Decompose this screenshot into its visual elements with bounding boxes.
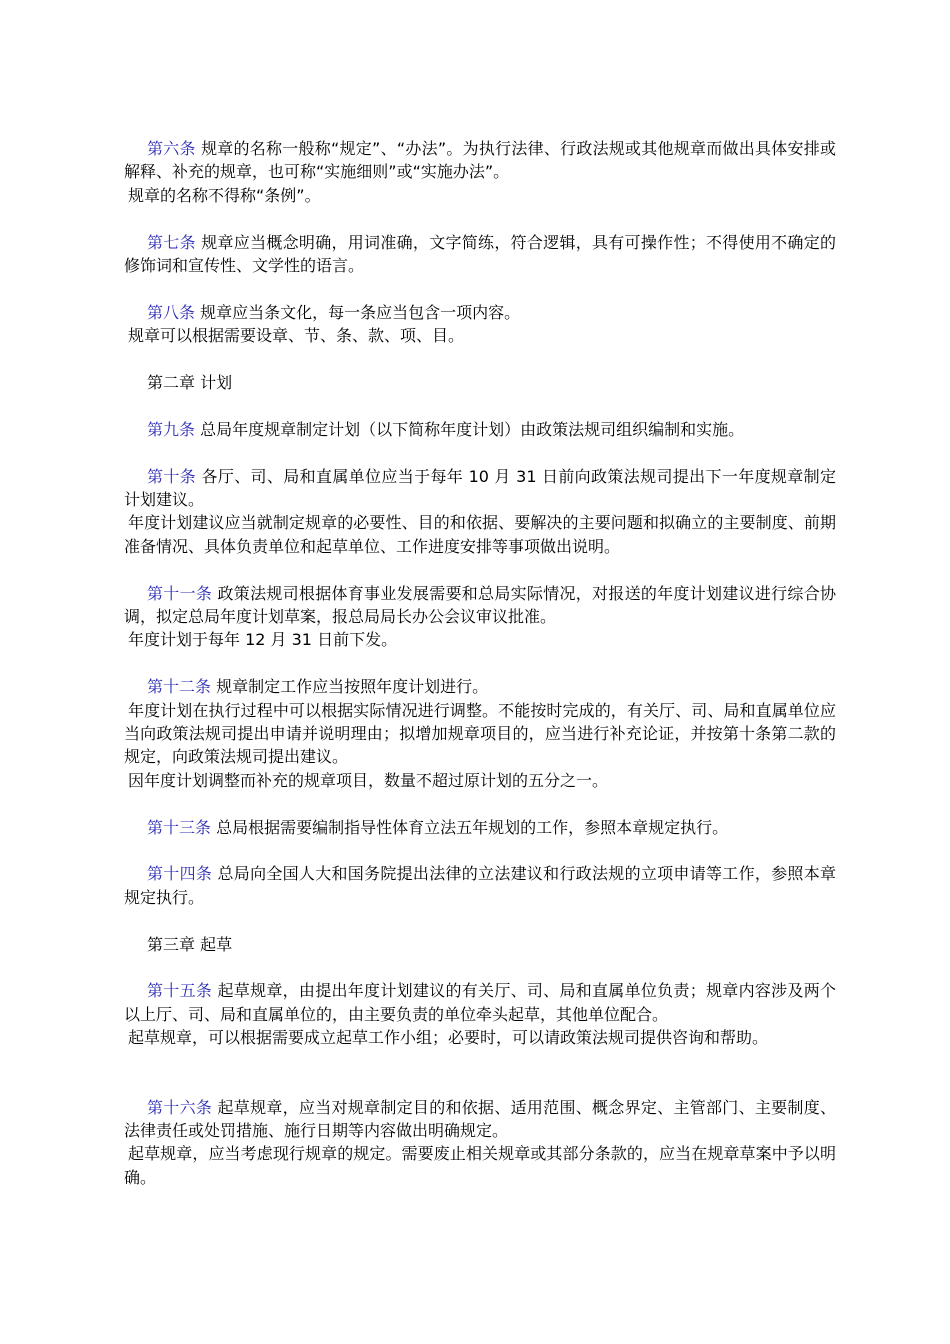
article-15 xyxy=(124,979,836,1049)
article-body xyxy=(124,582,836,629)
article-9 xyxy=(124,418,836,441)
article-body xyxy=(124,862,836,909)
article-paragraph: 年度计划建议应当就制定规章的必要性、目的和依据、要解决的主要问题和拟确立的主要制度、前期准备情况、具体负责单位和起草单位、工作进度安排等事项做出说明。 xyxy=(124,513,836,556)
article-body xyxy=(124,1096,836,1143)
article-body xyxy=(124,816,836,839)
article-paragraph: 年度计划于每年 12 月 31 日前下发。 xyxy=(128,630,398,650)
chapter-2-title: 第二章 计划 xyxy=(147,373,233,393)
article-text: 政策法规司根据体育事业发展需要和总局实际情况，对报送的年度计划建议进行综合协调，拟定总局年度计划草案，报总局局长办公会议审议批准。 xyxy=(124,583,836,627)
article-text: 总局年度规章制定计划（以下简称年度计划）由政策法规司组织编制和实施。 xyxy=(195,419,745,439)
chapter-3-title: 第三章 起草 xyxy=(147,934,233,954)
article-14 xyxy=(124,862,836,909)
article-number: 第十五条 xyxy=(147,981,213,1001)
article-number: 第十一条 xyxy=(147,583,213,603)
article-body xyxy=(124,418,836,441)
article-number: 第十四条 xyxy=(147,864,213,884)
document-page xyxy=(124,137,836,1213)
article-paragraph: 规章可以根据需要设章、节、条、款、项、目。 xyxy=(128,326,465,346)
article-paragraph: 年度计划在执行过程中可以根据实际情况进行调整。不能按时完成的，有关厅、司、局和直属单位应当向政策法规司提出申请并说明理由；拟增加规章项目的，应当进行补充论证，并按第十条第二款的规定，向政策法规司提出建议。 xyxy=(124,700,836,767)
article-number: 第十三条 xyxy=(147,817,212,837)
article-text: 总局根据需要编制指导性体育立法五年规划的工作，参照本章规定执行。 xyxy=(211,817,729,837)
article-text: 总局向全国人大和国务院提出法律的立法建议和行政法规的立项申请等工作，参照本章规定执行。 xyxy=(124,864,836,907)
article-12 xyxy=(124,675,836,792)
article-text: 各厅、司、局和直属单位应当于每年 10 月 31 日前向政策法规司提出下一年度规章制定计划建议。 xyxy=(124,466,836,510)
article-paragraph: 起草规章，应当考虑现行规章的规定。需要废止相关规章或其部分条款的，应当在规章草案中予以明确。 xyxy=(124,1144,836,1187)
article-number: 第六条 xyxy=(147,139,196,158)
article-6 xyxy=(124,137,836,207)
article-11 xyxy=(124,582,836,652)
article-body xyxy=(124,979,836,1026)
article-number: 第九条 xyxy=(147,419,196,439)
article-paragraph: 起草规章，可以根据需要成立起草工作小组；必要时，可以请政策法规司提供咨询和帮助。 xyxy=(128,1028,769,1048)
article-7 xyxy=(124,231,836,278)
article-text: 规章应当概念明确，用词准确，文字简练，符合逻辑，具有可操作性；不得使用不确定的修饰词和宣传性、文学性的语言。 xyxy=(124,232,836,276)
article-number: 第八条 xyxy=(147,302,196,322)
article-text: 规章制定工作应当按照年度计划进行。 xyxy=(211,677,489,697)
article-body xyxy=(124,137,836,184)
article-body xyxy=(124,465,836,512)
article-8 xyxy=(124,301,836,348)
article-16 xyxy=(124,1096,836,1190)
article-body xyxy=(124,675,836,698)
article-body xyxy=(124,231,836,278)
article-text: 规章应当条文化，每一条应当包含一项内容。 xyxy=(195,302,521,322)
article-text: 规章的名称一般称“规定”、“办法”。为执行法律、行政法规或其他规章而做出具体安排或解释、补充的规章，也可称“实施细则”或“实施办法”。 xyxy=(124,139,836,182)
article-number: 第七条 xyxy=(147,232,196,252)
article-body xyxy=(124,301,836,324)
article-number: 第十六条 xyxy=(147,1097,213,1117)
article-text: 起草规章，由提出年度计划建议的有关厅、司、局和直属单位负责；规章内容涉及两个以上厅、司、局和直属单位的，由主要负责的单位牵头起草，其他单位配合。 xyxy=(124,981,836,1024)
article-paragraph: 规章的名称不得称“条例”。 xyxy=(128,185,321,205)
article-10 xyxy=(124,465,836,559)
article-text: 起草规章，应当对规章制定目的和依据、适用范围、概念界定、主管部门、主要制度、法律责任或处罚措施、施行日期等内容做出明确规定。 xyxy=(124,1097,836,1141)
article-number: 第十二条 xyxy=(147,677,212,697)
article-number: 第十条 xyxy=(147,466,197,486)
article-paragraph: 因年度计划调整而补充的规章项目，数量不超过原计划的五分之一。 xyxy=(128,770,609,790)
article-13 xyxy=(124,816,836,839)
